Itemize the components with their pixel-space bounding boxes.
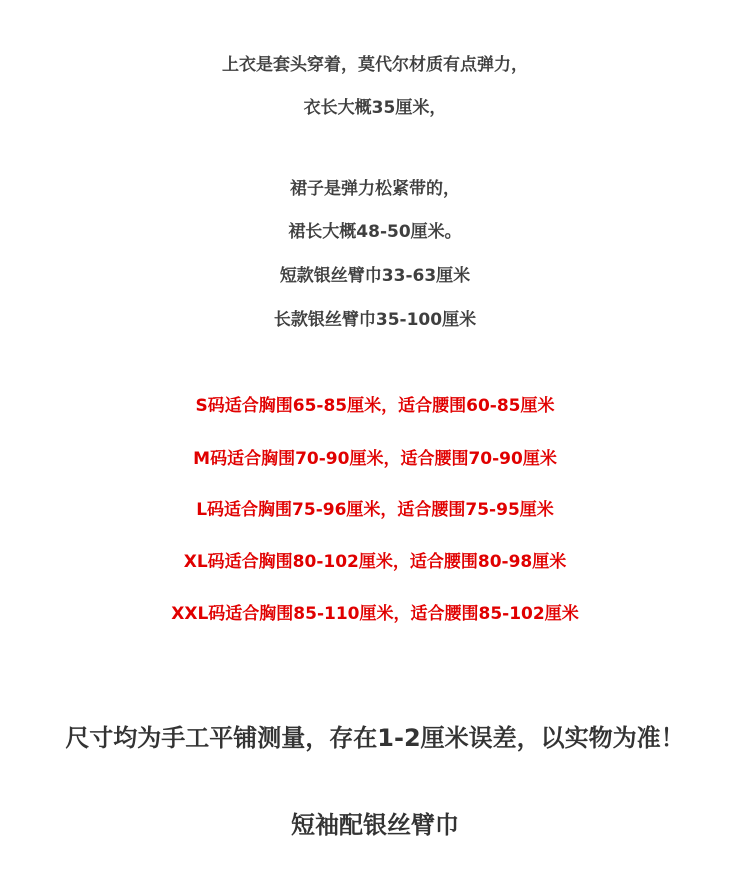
- long-armband-text: 长款银丝臂巾35-100厘米: [273, 310, 477, 330]
- short-armband-text: 短款银丝臂巾33-63厘米: [279, 266, 471, 286]
- size-m-text: M码适合胸围70-90厘米，适合腰围70-90厘米: [193, 449, 557, 469]
- section-title: 短袖配银丝臂巾: [291, 811, 459, 839]
- size-xxl-text: XXL码适合胸围85-110厘米，适合腰围85-102厘米: [171, 604, 579, 624]
- top-length-text: 衣长大概35厘米，: [303, 98, 447, 118]
- measurement-notice: 尺寸均为手工平铺测量，存在1-2厘米误差，以实物为准！: [65, 724, 685, 752]
- size-l-text: L码适合胸围75-96厘米，适合腰围75-95厘米: [196, 500, 554, 520]
- size-s-text: S码适合胸围65-85厘米，适合腰围60-85厘米: [195, 396, 555, 416]
- skirt-waist-text: 裙子是弹力松紧带的，: [290, 179, 460, 199]
- skirt-length-text: 裙长大概48-50厘米。: [288, 222, 462, 242]
- size-xl-text: XL码适合胸围80-102厘米，适合腰围80-98厘米: [183, 552, 567, 572]
- top-style-text: 上衣是套头穿着，莫代尔材质有点弹力，: [222, 55, 528, 75]
